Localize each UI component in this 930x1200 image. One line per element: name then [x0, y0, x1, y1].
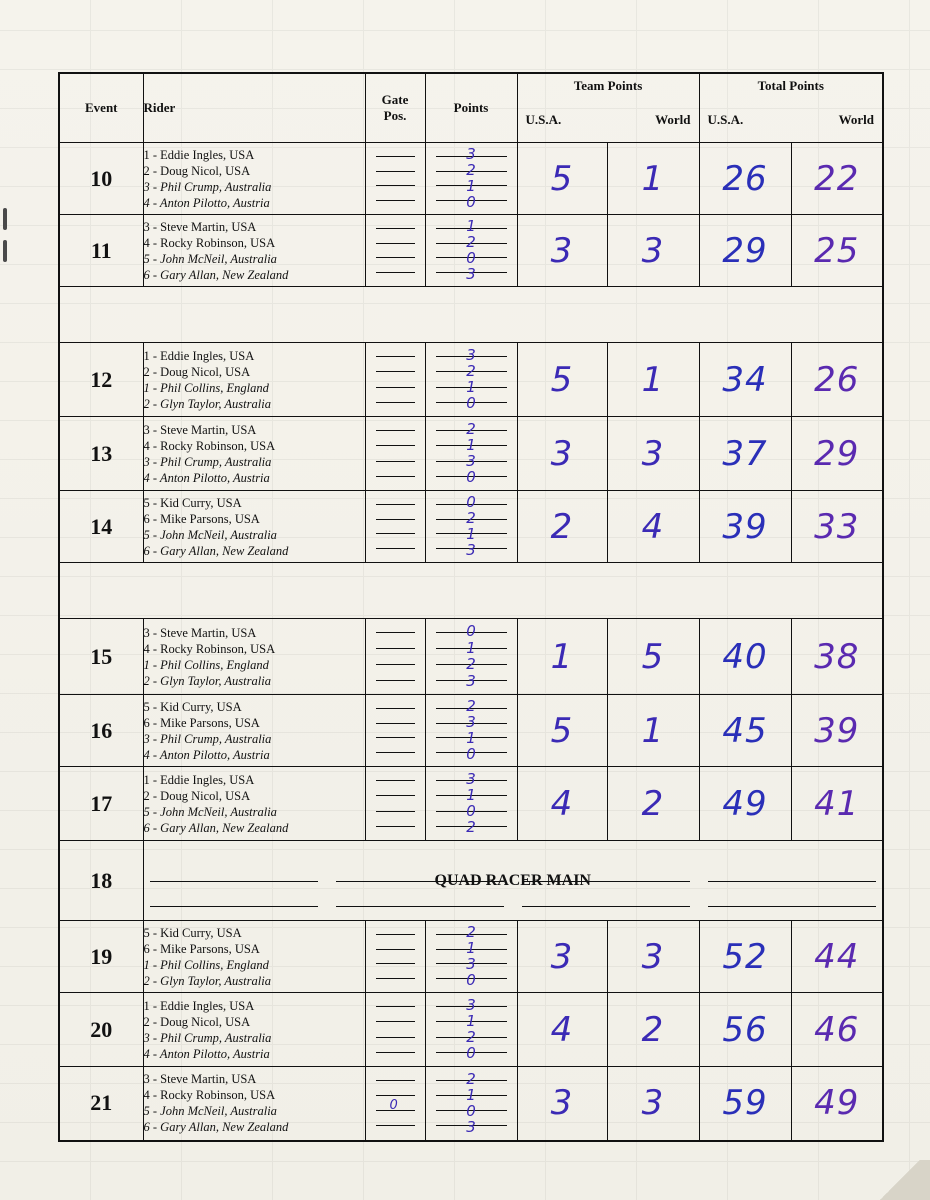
blank-line [150, 881, 318, 882]
rider-points: 1 [466, 728, 476, 747]
rider-entry: 2 - Glyn Taylor, Australia [143, 673, 271, 688]
rider-entry: 6 - Gary Allan, New Zealand [143, 1120, 289, 1135]
points-cell [425, 767, 517, 841]
team-usa-score: 2 [517, 491, 607, 563]
team-usa-score: 5 [517, 143, 607, 215]
total-world-score: 44 [791, 921, 883, 993]
gate-pos-cell [365, 993, 425, 1067]
team-usa-score: 3 [517, 1067, 607, 1141]
total-world-score: 39 [791, 695, 883, 767]
rider-points: 3 [466, 145, 476, 164]
gate-lines [376, 497, 415, 556]
blank-line [376, 632, 415, 633]
gate-lines [376, 423, 415, 484]
rider-entry: 3 - Steve Martin, USA [143, 422, 257, 437]
rider-list [143, 417, 365, 491]
rider-points: 1 [466, 435, 476, 454]
rider-entry: 4 - Rocky Robinson, USA [143, 438, 276, 453]
team-world-score: 3 [607, 417, 699, 491]
rider-points: 3 [466, 345, 476, 364]
total-world-score: 29 [791, 417, 883, 491]
rider-entry: 6 - Mike Parsons, USA [143, 941, 260, 956]
rider-list [143, 143, 365, 215]
rider-list [143, 767, 365, 841]
blank-line [376, 243, 415, 244]
binding-ring [3, 240, 7, 262]
event-row [59, 417, 883, 491]
rider-points: 0 [466, 248, 476, 267]
event-number: 11 [59, 215, 143, 287]
rider-points: 1 [466, 939, 476, 958]
gate-lines [376, 625, 415, 688]
total-usa-score: 45 [699, 695, 791, 767]
blank-line [376, 504, 415, 505]
rider-points: 3 [466, 264, 476, 283]
total-usa-score: 49 [699, 767, 791, 841]
rider-points: 2 [466, 923, 476, 942]
points-values [426, 421, 517, 486]
points-values [426, 623, 517, 690]
header-total-usa: U.S.A. [699, 98, 791, 143]
rider-points: 2 [466, 1069, 476, 1088]
rider-points: 3 [466, 769, 476, 788]
rider-entry: 5 - John McNeil, Australia [143, 251, 277, 266]
gate-pos-cell [365, 491, 425, 563]
event-row [59, 619, 883, 695]
gate-lines [376, 927, 415, 986]
event-row [59, 143, 883, 215]
rider-points: 2 [466, 233, 476, 252]
blank-line [708, 881, 876, 882]
rider-entry: 2 - Glyn Taylor, Australia [143, 973, 271, 988]
points-values [426, 997, 517, 1062]
team-usa-score: 5 [517, 343, 607, 417]
rider-entry: 5 - Kid Curry, USA [143, 925, 242, 940]
blank-line [376, 811, 415, 812]
team-usa-score: 3 [517, 921, 607, 993]
total-world-score: 49 [791, 1067, 883, 1141]
points-cell [425, 215, 517, 287]
rider-points: 1 [466, 785, 476, 804]
header-total-world: World [791, 98, 883, 143]
event-row [59, 1067, 883, 1141]
quad-racer-row [59, 841, 883, 921]
blank-line [376, 185, 415, 186]
total-usa-score: 40 [699, 619, 791, 695]
blank-line [708, 906, 876, 907]
rider-points: 0 [466, 394, 476, 413]
rider-points: 0 [466, 970, 476, 989]
rider-entry: 1 - Eddie Ingles, USA [143, 348, 255, 363]
points-cell [425, 619, 517, 695]
blank-line [376, 1125, 415, 1126]
binding-ring [3, 208, 7, 230]
blank-line [376, 156, 415, 157]
event-row [59, 491, 883, 563]
gate-lines [376, 349, 415, 410]
rider-entry: 5 - John McNeil, Australia [143, 527, 277, 542]
blank-line [376, 752, 415, 753]
rider-entry: 1 - Phil Collins, England [143, 380, 269, 395]
rider-points: 1 [466, 176, 476, 195]
rider-points: 0 [466, 493, 476, 512]
blank-line [376, 387, 415, 388]
gate-handwritten-mark: 0 [389, 1098, 398, 1113]
blank-line [376, 934, 415, 935]
total-world-score: 26 [791, 343, 883, 417]
rider-points: 2 [466, 361, 476, 380]
points-values [426, 771, 517, 836]
header-rider: Rider [143, 73, 365, 143]
blank-line [336, 881, 504, 882]
total-world-score: 46 [791, 993, 883, 1067]
rider-entry: 2 - Doug Nicol, USA [143, 1014, 251, 1029]
blank-line [376, 1080, 415, 1081]
blank-line [376, 430, 415, 431]
blank-line [376, 664, 415, 665]
points-values [426, 219, 517, 282]
points-cell [425, 343, 517, 417]
spacer-row [59, 563, 883, 619]
rider-entry: 6 - Mike Parsons, USA [143, 511, 260, 526]
rider-points: 1 [466, 1085, 476, 1104]
gate-pos-cell [365, 417, 425, 491]
rider-points: 1 [466, 524, 476, 543]
gate-lines [376, 773, 415, 834]
team-usa-score: 4 [517, 993, 607, 1067]
event-row [59, 993, 883, 1067]
points-values [426, 147, 517, 210]
event-number: 15 [59, 619, 143, 695]
team-usa-score: 5 [517, 695, 607, 767]
blank-line [376, 402, 415, 403]
rider-points: 0 [466, 192, 476, 211]
rider-entry: 5 - Kid Curry, USA [143, 699, 242, 714]
rider-entry: 4 - Anton Pilotto, Austria [143, 747, 270, 762]
rider-entry: 1 - Eddie Ingles, USA [143, 998, 255, 1013]
points-cell [425, 491, 517, 563]
total-usa-score: 37 [699, 417, 791, 491]
team-usa-score: 3 [517, 215, 607, 287]
rider-points: 1 [466, 217, 476, 236]
rider-points: 2 [466, 818, 476, 837]
rider-points: 2 [466, 509, 476, 528]
event-number: 12 [59, 343, 143, 417]
points-values [426, 699, 517, 762]
blank-line [376, 949, 415, 950]
rider-entry: 2 - Glyn Taylor, Australia [143, 396, 271, 411]
team-world-score: 3 [607, 1067, 699, 1141]
rider-list [143, 993, 365, 1067]
total-world-score: 41 [791, 767, 883, 841]
event-row [59, 695, 883, 767]
team-world-score: 2 [607, 993, 699, 1067]
event-number: 14 [59, 491, 143, 563]
header-total-points: Total Points [699, 73, 883, 98]
score-sheet-table [58, 72, 884, 1142]
rider-entry: 2 - Doug Nicol, USA [143, 788, 251, 803]
team-usa-score: 3 [517, 417, 607, 491]
blank-line [376, 795, 415, 796]
event-number: 19 [59, 921, 143, 993]
gate-pos-cell [365, 143, 425, 215]
blank-line [376, 228, 415, 229]
blank-line [376, 461, 415, 462]
team-world-score: 3 [607, 921, 699, 993]
blank-line [376, 356, 415, 357]
rider-points: 3 [466, 1117, 476, 1136]
rider-entry: 4 - Anton Pilotto, Austria [143, 470, 270, 485]
blank-line [376, 723, 415, 724]
points-cell [425, 417, 517, 491]
blank-line [376, 1037, 415, 1038]
total-usa-score: 39 [699, 491, 791, 563]
points-cell [425, 143, 517, 215]
team-usa-score: 1 [517, 619, 607, 695]
rider-entry: 4 - Rocky Robinson, USA [143, 1088, 276, 1103]
total-usa-score: 59 [699, 1067, 791, 1141]
header-team-usa: U.S.A. [517, 98, 607, 143]
gate-lines [376, 149, 415, 208]
blank-line [522, 906, 690, 907]
quad-racer-main-cell [143, 841, 883, 921]
blank-line [376, 978, 415, 979]
rider-entry: 6 - Gary Allan, New Zealand [143, 543, 289, 558]
gate-pos-cell [365, 343, 425, 417]
team-usa-score: 4 [517, 767, 607, 841]
rider-list [143, 1067, 365, 1141]
rider-entry: 2 - Doug Nicol, USA [143, 364, 251, 379]
team-world-score: 5 [607, 619, 699, 695]
event-number: 13 [59, 417, 143, 491]
rider-entry: 6 - Gary Allan, New Zealand [143, 820, 289, 835]
blank-line [376, 371, 415, 372]
total-usa-score: 26 [699, 143, 791, 215]
total-usa-score: 56 [699, 993, 791, 1067]
rider-points: 0 [466, 1101, 476, 1120]
points-cell [425, 921, 517, 993]
gate-pos-cell [365, 921, 425, 993]
blank-line [376, 171, 415, 172]
event-row [59, 343, 883, 417]
gate-lines [376, 999, 415, 1060]
rider-entry: 3 - Steve Martin, USA [143, 219, 257, 234]
spacer-cell [59, 563, 883, 619]
rider-entry: 4 - Anton Pilotto, Austria [143, 195, 270, 210]
blank-line [376, 476, 415, 477]
rider-entry: 4 - Rocky Robinson, USA [143, 641, 276, 656]
rider-entry: 3 - Steve Martin, USA [143, 625, 257, 640]
header-team-world: World [607, 98, 699, 143]
blank-line [376, 533, 415, 534]
team-world-score: 2 [607, 767, 699, 841]
rider-points: 1 [466, 378, 476, 397]
rider-points: 3 [466, 713, 476, 732]
rider-entry: 1 - Eddie Ingles, USA [143, 147, 255, 162]
total-world-score: 25 [791, 215, 883, 287]
rider-list [143, 215, 365, 287]
rider-list [143, 491, 365, 563]
event-number: 17 [59, 767, 143, 841]
header-gate-line2: Pos. [383, 108, 407, 123]
rider-entry: 5 - John McNeil, Australia [143, 1104, 277, 1119]
header-gate-line1: Gate [381, 92, 409, 107]
header-points: Points [425, 73, 517, 143]
rider-entry: 6 - Gary Allan, New Zealand [143, 267, 289, 282]
blank-line [376, 826, 415, 827]
points-values [426, 925, 517, 988]
blank-line [376, 200, 415, 201]
rider-entry: 4 - Rocky Robinson, USA [143, 235, 276, 250]
rider-entry: 5 - John McNeil, Australia [143, 804, 277, 819]
quad-racer-title: QUAD RACER MAIN [434, 871, 591, 889]
blank-line [336, 906, 504, 907]
event-number: 18 [59, 841, 143, 921]
rider-entry: 3 - Phil Crump, Australia [143, 454, 272, 469]
gate-pos-cell [365, 695, 425, 767]
blank-line [376, 708, 415, 709]
rider-points: 2 [466, 655, 476, 674]
rider-points: 0 [466, 621, 476, 640]
rider-list [143, 343, 365, 417]
points-values [426, 347, 517, 412]
gate-pos-cell [365, 215, 425, 287]
quad-result-lines [150, 881, 877, 907]
header-event: Event [59, 73, 143, 143]
total-world-score: 22 [791, 143, 883, 215]
team-world-score: 1 [607, 343, 699, 417]
blank-line [376, 1095, 415, 1096]
gate-lines [376, 221, 415, 280]
rider-points: 0 [466, 744, 476, 763]
blank-line [376, 1052, 415, 1053]
blank-line [376, 737, 415, 738]
rider-points: 3 [466, 995, 476, 1014]
blank-line [376, 780, 415, 781]
total-usa-score: 52 [699, 921, 791, 993]
rider-list [143, 695, 365, 767]
blank-line [376, 1006, 415, 1007]
rider-entry: 1 - Eddie Ingles, USA [143, 772, 255, 787]
blank-line [376, 1021, 415, 1022]
blank-line [522, 881, 690, 882]
rider-entry: 4 - Anton Pilotto, Austria [143, 1046, 270, 1061]
spacer-cell [59, 287, 883, 343]
gate-pos-cell [365, 1067, 425, 1141]
rider-entry: 5 - Kid Curry, USA [143, 495, 242, 510]
rider-entry: 1 - Phil Collins, England [143, 657, 269, 672]
gate-pos-cell [365, 619, 425, 695]
rider-entry: 6 - Mike Parsons, USA [143, 715, 260, 730]
points-cell [425, 695, 517, 767]
rider-points: 0 [466, 802, 476, 821]
rider-points: 2 [466, 419, 476, 438]
blank-line [376, 680, 415, 681]
gate-pos-cell [365, 767, 425, 841]
rider-list [143, 921, 365, 993]
points-values [426, 1071, 517, 1136]
rider-entry: 3 - Phil Crump, Australia [143, 1030, 272, 1045]
spacer-row [59, 287, 883, 343]
total-world-score: 38 [791, 619, 883, 695]
points-values [426, 495, 517, 558]
event-number: 16 [59, 695, 143, 767]
gate-lines [376, 701, 415, 760]
header-gate-pos [365, 73, 425, 143]
blank-line [376, 272, 415, 273]
total-usa-score: 34 [699, 343, 791, 417]
rider-points: 3 [466, 540, 476, 559]
blank-line [376, 257, 415, 258]
event-row [59, 215, 883, 287]
header-team-points: Team Points [517, 73, 699, 98]
rider-points: 2 [466, 1028, 476, 1047]
rider-points: 3 [466, 954, 476, 973]
blank-line [376, 519, 415, 520]
rider-entry: 3 - Phil Crump, Australia [143, 731, 272, 746]
team-world-score: 1 [607, 695, 699, 767]
event-row [59, 767, 883, 841]
event-number: 20 [59, 993, 143, 1067]
team-world-score: 4 [607, 491, 699, 563]
rider-points: 2 [466, 697, 476, 716]
total-world-score: 33 [791, 491, 883, 563]
page-curl [870, 1160, 930, 1200]
rider-entry: 3 - Phil Crump, Australia [143, 179, 272, 194]
rider-list [143, 619, 365, 695]
rider-entry: 1 - Phil Collins, England [143, 957, 269, 972]
points-cell [425, 1067, 517, 1141]
team-world-score: 1 [607, 143, 699, 215]
blank-line [376, 963, 415, 964]
rider-points: 2 [466, 161, 476, 180]
rider-points: 1 [466, 1011, 476, 1030]
rider-entry: 3 - Steve Martin, USA [143, 1072, 257, 1087]
rider-points: 0 [466, 1044, 476, 1063]
score-body [59, 143, 883, 1141]
event-number: 10 [59, 143, 143, 215]
rider-points: 3 [466, 672, 476, 691]
rider-points: 3 [466, 452, 476, 471]
team-world-score: 3 [607, 215, 699, 287]
rider-points: 0 [466, 468, 476, 487]
event-number: 21 [59, 1067, 143, 1141]
blank-line [376, 648, 415, 649]
rider-points: 1 [466, 638, 476, 657]
blank-line [376, 445, 415, 446]
points-cell [425, 993, 517, 1067]
total-usa-score: 29 [699, 215, 791, 287]
blank-line [376, 548, 415, 549]
event-row [59, 921, 883, 993]
blank-line [150, 906, 318, 907]
rider-entry: 2 - Doug Nicol, USA [143, 163, 251, 178]
